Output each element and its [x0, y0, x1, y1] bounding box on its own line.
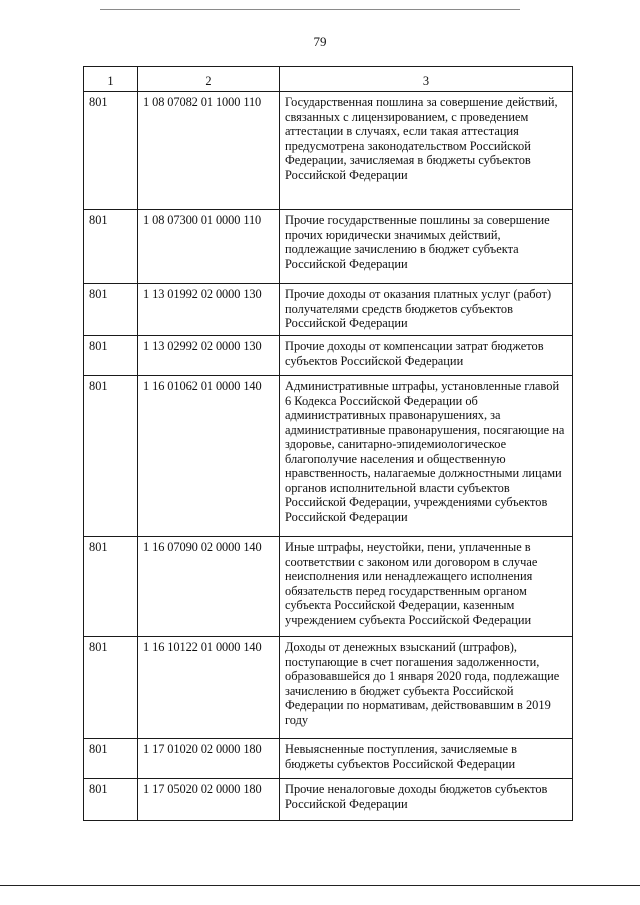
description-cell: Государственная пошлина за совершение действий, связанных с лицензированием, с проведением аттестации в случаях, если такая аттестация предусмотрена законодательством Российской Федерации, зачисляемая в бюджеты субъектов Российской Федерации — [280, 92, 573, 210]
admin-code-cell: 801 — [84, 637, 138, 739]
admin-code-cell: 801 — [84, 779, 138, 821]
description-cell: Доходы от денежных взысканий (штрафов), поступающие в счет погашения задолженности, образовавшейся до 1 января 2020 года, подлежащие зачислению в бюджет субъекта Российской Федерации по нормативам, действовавшим в 2019 году — [280, 637, 573, 739]
description-cell: Прочие доходы от компенсации затрат бюджетов субъектов Российской Федерации — [280, 336, 573, 376]
description-cell: Административные штрафы, установленные главой 6 Кодекса Российской Федерации об административных правонарушениях, за административные правонарушения, посягающие на здоровье, санитарно-эпидемиологическое благополучие населения и общественную нравственность, налагаемые должностными лицами органов исполнительной власти субъектов Российской Федерации, учреждениями субъектов Российской Федерации — [280, 376, 573, 537]
description-cell: Невыясненные поступления, зачисляемые в бюджеты субъектов Российской Федерации — [280, 739, 573, 779]
table-row — [84, 92, 573, 210]
table-header-row — [84, 67, 573, 92]
budget-code-cell: 1 16 10122 01 0000 140 — [138, 637, 280, 739]
table-row — [84, 537, 573, 637]
budget-code-cell: 1 16 01062 01 0000 140 — [138, 376, 280, 537]
table-row — [84, 336, 573, 376]
top-scan-edge-line — [100, 9, 520, 10]
description-cell: Прочие государственные пошлины за совершение прочих юридически значимых действий, подлежащие зачислению в бюджет субъекта Российской Федерации — [280, 210, 573, 284]
table-row — [84, 637, 573, 739]
budget-code-cell: 1 17 01020 02 0000 180 — [138, 739, 280, 779]
admin-code-cell: 801 — [84, 537, 138, 637]
table-row — [84, 376, 573, 537]
admin-code-cell: 801 — [84, 210, 138, 284]
column-header-2: 2 — [138, 67, 280, 92]
table-row — [84, 210, 573, 284]
page-number: 79 — [313, 34, 327, 49]
description-cell: Прочие неналоговые доходы бюджетов субъектов Российской Федерации — [280, 779, 573, 821]
admin-code-cell: 801 — [84, 376, 138, 537]
table-row — [84, 739, 573, 779]
column-header-3: 3 — [280, 67, 573, 92]
revenue-codes-table — [83, 66, 573, 821]
admin-code-cell: 801 — [84, 284, 138, 336]
admin-code-cell: 801 — [84, 92, 138, 210]
admin-code-cell: 801 — [84, 336, 138, 376]
description-cell: Иные штрафы, неустойки, пени, уплаченные в соответствии с законом или договором в случае неисполнения или ненадлежащего исполнения обязательств перед государственным органом субъекта Российской Федерации, казенным учреждением субъекта Российской Федерации — [280, 537, 573, 637]
admin-code-cell: 801 — [84, 739, 138, 779]
budget-code-cell: 1 13 01992 02 0000 130 — [138, 284, 280, 336]
budget-code-cell: 1 08 07300 01 0000 110 — [138, 210, 280, 284]
budget-code-cell: 1 08 07082 01 1000 110 — [138, 92, 280, 210]
description-cell: Прочие доходы от оказания платных услуг (работ) получателями средств бюджетов субъектов Российской Федерации — [280, 284, 573, 336]
budget-code-cell: 1 16 07090 02 0000 140 — [138, 537, 280, 637]
budget-code-cell: 1 13 02992 02 0000 130 — [138, 336, 280, 376]
table-row — [84, 284, 573, 336]
budget-code-cell: 1 17 05020 02 0000 180 — [138, 779, 280, 821]
column-header-1: 1 — [84, 67, 138, 92]
table-row — [84, 779, 573, 821]
bottom-scan-edge-line — [0, 885, 640, 886]
